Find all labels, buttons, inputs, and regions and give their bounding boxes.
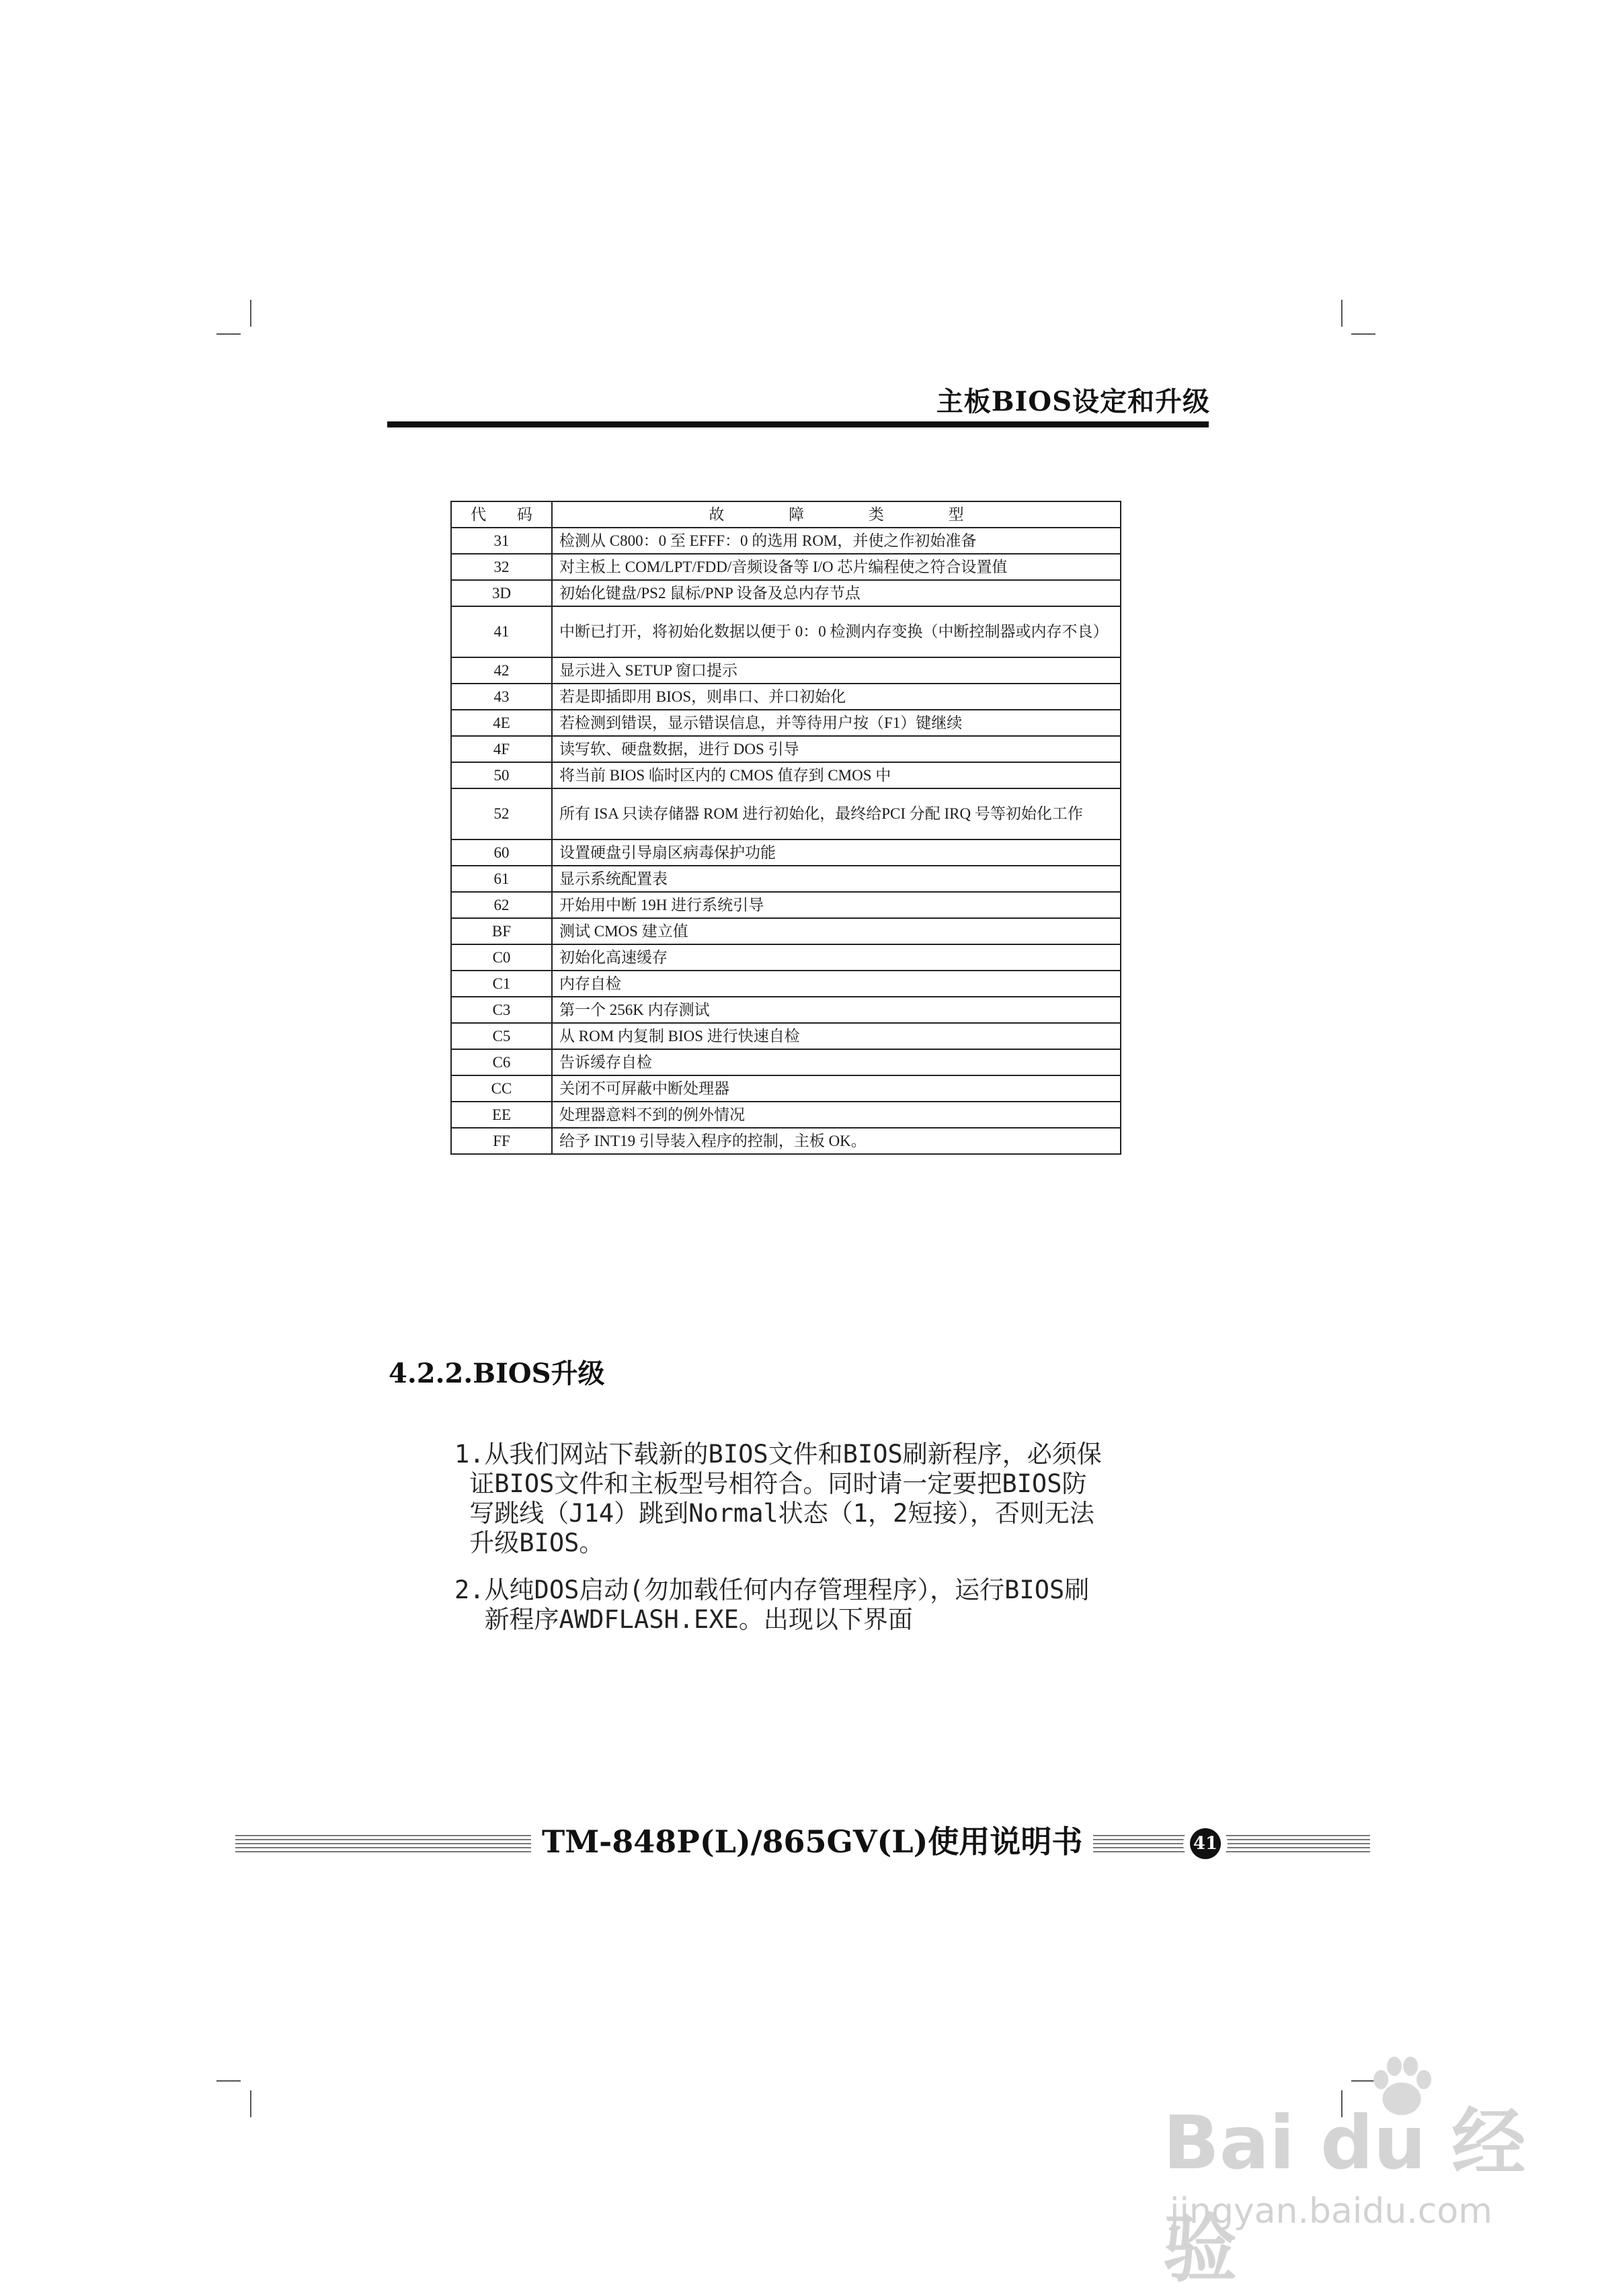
- table-row: [451, 606, 1121, 657]
- code-cell: CC: [451, 1075, 552, 1102]
- description-cell: 处理器意料不到的例外情况: [552, 1102, 1121, 1128]
- table-header-row: [451, 501, 1121, 528]
- table-row: [451, 788, 1121, 839]
- footer-title: TM-848P(L)/865GV(L)使用说明书: [531, 1823, 1093, 1860]
- description-cell: 开始用中断 19H 进行系统引导: [552, 892, 1121, 918]
- table-row: [451, 971, 1121, 997]
- table-row: [451, 839, 1121, 866]
- watermark-logo: Bai du 经验: [1163, 2100, 1526, 2292]
- page-number: 41: [1190, 1828, 1221, 1859]
- code-cell: 32: [451, 554, 552, 580]
- crop-mark: [1351, 333, 1375, 335]
- column-header-code: 代 码: [451, 501, 552, 528]
- code-cell: 52: [451, 788, 552, 839]
- code-cell: 43: [451, 684, 552, 710]
- code-cell: C0: [451, 944, 552, 971]
- crop-mark: [250, 300, 251, 327]
- description-cell: 关闭不可屏蔽中断处理器: [552, 1075, 1121, 1102]
- code-cell: C3: [451, 997, 552, 1023]
- crop-mark: [250, 2090, 251, 2117]
- description-cell: 设置硬盘引导扇区病毒保护功能: [552, 839, 1121, 866]
- table-row: [451, 1075, 1121, 1102]
- table-row: [451, 554, 1121, 580]
- code-cell: 42: [451, 657, 552, 684]
- code-cell: 4E: [451, 710, 552, 736]
- description-cell: 中断已打开，将初始化数据以便于 0：0 检测内存变换（中断控制器或内存不良）: [552, 606, 1121, 657]
- code-cell: C6: [451, 1049, 552, 1075]
- description-cell: 检测从 C800：0 至 EFFF：0 的选用 ROM，并使之作初始准备: [552, 528, 1121, 554]
- table-row: [451, 580, 1121, 606]
- code-cell: 60: [451, 839, 552, 866]
- crop-mark: [1341, 300, 1343, 327]
- description-cell: 从 ROM 内复制 BIOS 进行快速自检: [552, 1023, 1121, 1049]
- table-row: [451, 528, 1121, 554]
- description-cell: 给予 INT19 引导装入程序的控制，主板 OK。: [552, 1128, 1121, 1154]
- description-cell: 将当前 BIOS 临时区内的 CMOS 值存到 CMOS 中: [552, 762, 1121, 788]
- description-cell: 若是即插即用 BIOS，则串口、并口初始化: [552, 684, 1121, 710]
- description-cell: 显示进入 SETUP 窗口提示: [552, 657, 1121, 684]
- table-row: [451, 736, 1121, 762]
- code-cell: 41: [451, 606, 552, 657]
- code-cell: 50: [451, 762, 552, 788]
- crop-mark: [216, 333, 241, 335]
- description-cell: 读写软、硬盘数据，进行 DOS 引导: [552, 736, 1121, 762]
- table-row: [451, 1102, 1121, 1128]
- header-divider: [387, 421, 1209, 427]
- description-cell: 测试 CMOS 建立值: [552, 918, 1121, 944]
- description-cell: 告诉缓存自检: [552, 1049, 1121, 1075]
- table-row: [451, 892, 1121, 918]
- watermark-url: jingyan.baidu.com: [1170, 2191, 1492, 2231]
- table-row: [451, 866, 1121, 892]
- crop-mark: [216, 2080, 241, 2082]
- code-cell: 3D: [451, 580, 552, 606]
- paragraph-step-1: 1.从我们网站下载新的BIOS文件和BIOS刷新程序，必须保 证BIOS文件和主板型号相符合。同时请一定要把BIOS防 写跳线（J14）跳到Normal状态（1，2短接），否则无法 升级BIOS。: [454, 1440, 1102, 1557]
- table-row: [451, 710, 1121, 736]
- code-cell: C5: [451, 1023, 552, 1049]
- table-row: [451, 944, 1121, 971]
- section-heading: 4.2.2.BIOS升级: [389, 1358, 605, 1389]
- post-code-table: [450, 501, 1121, 1155]
- code-cell: EE: [451, 1102, 552, 1128]
- description-cell: 内存自检: [552, 971, 1121, 997]
- code-cell: FF: [451, 1128, 552, 1154]
- description-cell: 所有 ISA 只读存储器 ROM 进行初始化，最终给PCI 分配 IRQ 号等初始化工作: [552, 788, 1121, 839]
- description-cell: 初始化键盘/PS2 鼠标/PNP 设备及总内存节点: [552, 580, 1121, 606]
- table-row: [451, 684, 1121, 710]
- code-cell: 31: [451, 528, 552, 554]
- table-row: [451, 762, 1121, 788]
- code-cell: C1: [451, 971, 552, 997]
- description-cell: 显示系统配置表: [552, 866, 1121, 892]
- paragraph-step-2: 2.从纯DOS启动(勿加载任何内存管理程序），运行BIOS刷 新程序AWDFLASH.EXE。出现以下界面: [454, 1575, 1090, 1634]
- code-cell: 61: [451, 866, 552, 892]
- code-cell: 62: [451, 892, 552, 918]
- description-cell: 对主板上 COM/LPT/FDD/音频设备等 I/O 芯片编程使之符合设置值: [552, 554, 1121, 580]
- table-row: [451, 657, 1121, 684]
- description-cell: 初始化高速缓存: [552, 944, 1121, 971]
- table-row: [451, 997, 1121, 1023]
- table-row: [451, 1049, 1121, 1075]
- column-header-description: 故 障 类 型: [552, 501, 1121, 528]
- description-cell: 第一个 256K 内存测试: [552, 997, 1121, 1023]
- table-row: [451, 918, 1121, 944]
- table-row: [451, 1023, 1121, 1049]
- code-cell: 4F: [451, 736, 552, 762]
- watermark: [1143, 2043, 1560, 2292]
- page-header-title: 主板BIOS设定和升级: [936, 386, 1210, 417]
- code-cell: BF: [451, 918, 552, 944]
- table-row: [451, 1128, 1121, 1154]
- description-cell: 若检测到错误，显示错误信息，并等待用户按（F1）键继续: [552, 710, 1121, 736]
